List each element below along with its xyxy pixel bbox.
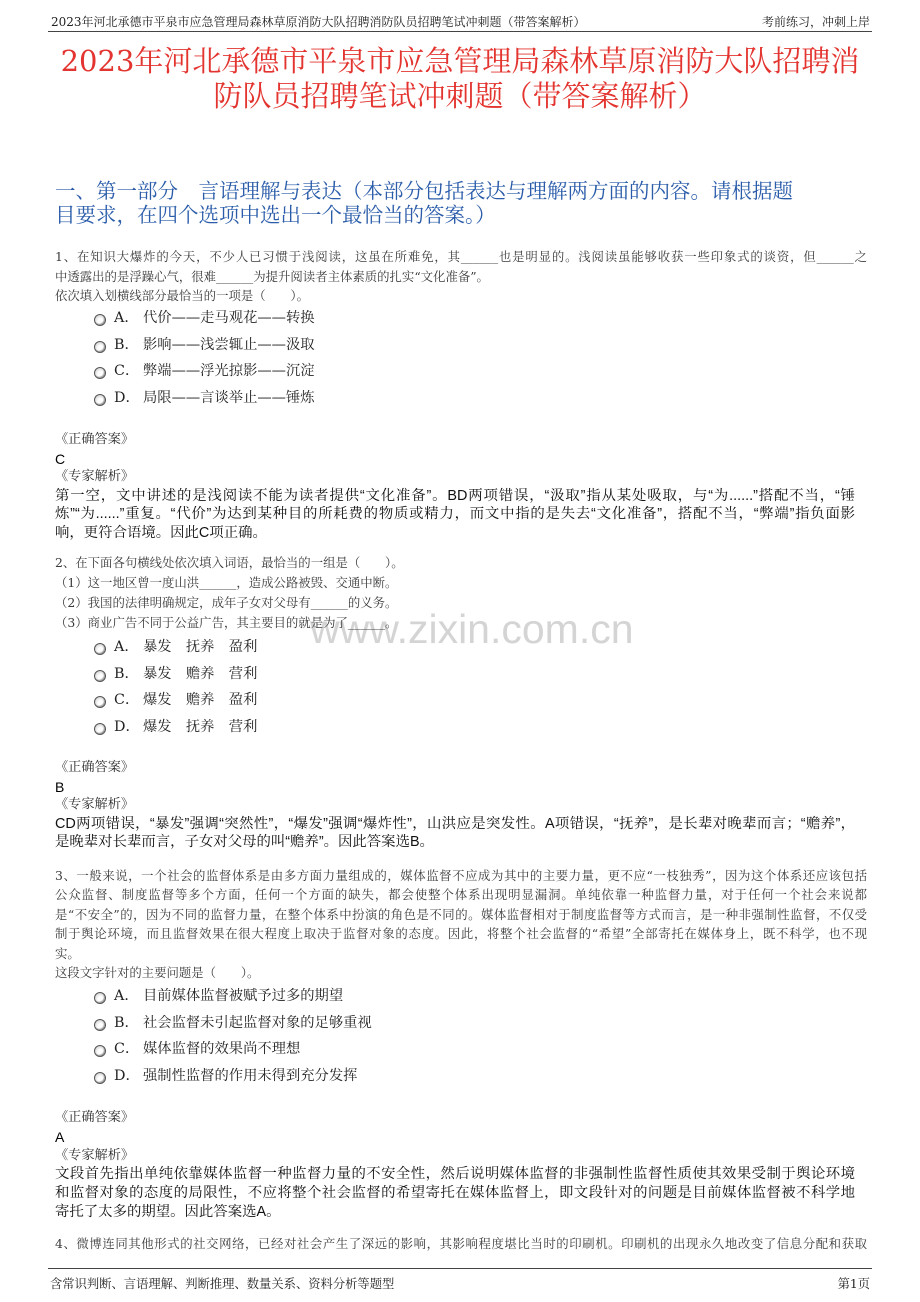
option-text: 目前媒体监督被赋予过多的期望 [143,988,344,1004]
question-2-answer-block [55,759,855,852]
option-text: 社会监督未引起监督对象的足够重视 [143,1014,372,1031]
question-4-stem [55,1234,867,1254]
radio-icon [94,992,106,1004]
option-item [94,634,694,661]
option-item [94,714,694,741]
header-document-title: 2023年河北承德市平泉市应急管理局森林草原消防大队招聘消防队员招聘笔试冲刺题（带答案解析） [51,15,586,29]
question-1-options [94,305,694,411]
option-letter: A． [114,988,139,1004]
radio-icon [94,367,106,379]
question-stem-line: 中透露出的是浮躁心气，很难______为提升阅读者主体素质的扎实“文化准备”。 [55,268,489,284]
radio-icon [94,670,106,682]
radio-icon [94,643,106,655]
option-text: 代价——走马观花——转换 [143,310,315,326]
answer-value: B [55,778,65,795]
option-text: 强制性监督的作用未得到充分发挥 [143,1067,358,1084]
answer-label: 《正确答案》 [55,1110,135,1125]
radio-icon [94,314,106,326]
question-3-stem [55,866,867,982]
footer-topics: 含常识判断、言语理解、判断推理、数量关系、资料分析等题型 [50,1277,395,1291]
page-title-line: 防队员招聘笔试冲刺题（带答案解析） [213,79,707,113]
option-letter: D． [114,1067,140,1084]
radio-icon [94,723,106,735]
option-item [94,661,694,688]
analysis-line: 寄托了太多的期望。因此答案选A。 [55,1203,281,1220]
answer-label: 《正确答案》 [55,760,135,775]
option-text: 暴发 赡养 营利 [143,665,258,682]
question-prompt-line: 依次填入划横线部分最恰当的一项是（ ）。 [55,288,310,303]
question-1-answer-block [55,431,855,543]
section-heading [55,179,865,227]
question-stem-line: 2、在下面各句横线处依次填入词语，最恰当的一组是（ ）。 [55,555,404,570]
option-item [94,332,694,359]
option-letter: B． [114,336,139,353]
option-text: 弊端——浮光掠影——沉淀 [143,363,315,379]
page-title [40,44,880,114]
answer-label: 《正确答案》 [55,432,135,447]
option-item [94,385,694,412]
analysis-line: CD两项错误，“暴发”强调“突然性”，“爆发”强调“爆炸性”，山洪应是突发性。A项错误，“抚养”，是长辈对晚辈而言；“赡养”， [55,815,855,832]
option-letter: C． [114,363,140,379]
radio-icon [94,696,106,708]
question-stem-line: 是“不安全”的，因为不同的监督力量，在整个体系中扮演的角色是不同的。媒体监督相对于制度监督等方式而言，是一种非强制性监督，不仅受 [55,906,867,922]
question-2-options [94,634,694,740]
option-letter: D． [114,389,140,406]
question-stem-line: 公众监督、制度监督等多个方面，任何一个方面的缺失，都会使整个体系出现明显漏洞。单纯依靠一种监督力量，对于任何一个社会来说都 [55,887,867,903]
analysis-line: 是晚辈对长辈而言，子女对父母的叫“赡养”。因此答案选B。 [55,834,434,850]
question-2-stem [55,553,867,633]
option-item [94,687,694,714]
question-stem-line: 1、在知识大爆炸的今天，不少人已习惯于浅阅读，这虽在所难免，其______也是明显的。浅阅读虽能够收获一些印象式的谈资，但______之 [55,249,867,264]
question-stem-line: 实。 [55,945,80,961]
option-letter: C． [114,1041,140,1057]
option-text: 爆发 赡养 盈利 [143,692,258,708]
option-item [94,983,694,1010]
option-letter: B． [114,665,139,682]
page-footer [48,1268,872,1293]
section-heading-line: 目要求，在四个选项中选出一个最恰当的答案。） [55,203,496,227]
option-text: 局限——言谈举止——锤炼 [143,389,315,406]
page-title-line: 2023年河北承德市平泉市应急管理局森林草原消防大队招聘消 [60,44,860,78]
radio-icon [94,1019,106,1031]
radio-icon [94,341,106,353]
analysis-line: 炼”“为......”重复。“代价”为达到某种目的所耗费的物质或精力，而文中指的是失去“文化准备”，搭配不当，“弊端”指负面影 [55,506,855,523]
option-letter: C． [114,692,140,708]
question-3-options [94,983,694,1089]
option-item [94,358,694,385]
question-stem-line: 制于舆论环境，而且监督效果在很大程度上取决于监督对象的态度。因此，将整个社会监督的“希望”全部寄托在媒体身上，既不科学，也不现 [55,926,867,942]
watermark: www.zixin.com.cn [310,606,634,652]
section-heading-line: 一、第一部分 言语理解与表达（本部分包括表达与理解两方面的内容。请根据题 [55,179,793,203]
question-sub-item: （1）这一地区曾一度山洪______，造成公路被毁、交通中断。 [55,575,398,590]
radio-icon [94,1072,106,1084]
footer-page-number: 第1页 [837,1277,870,1291]
radio-icon [94,1045,106,1057]
option-item [94,305,694,332]
question-3-answer-block [55,1109,855,1222]
option-item [94,1010,694,1037]
option-letter: A． [114,310,139,326]
analysis-line: 文段首先指出单纯依靠媒体监督一种监督力量的不安全性，然后说明媒体监督的非强制性监督性质使其效果受制于舆论环境 [55,1166,855,1183]
question-stem-line: 4、微博连同其他形式的社交网络，已经对社会产生了深远的影响，其影响程度堪比当时的印刷机。印刷机的出现永久地改变了信息分配和获取 [55,1236,867,1251]
analysis-line: 响，更符合语境。因此C项正确。 [55,524,267,541]
question-prompt-line: 这段文字针对的主要问题是（ ）。 [55,965,260,981]
option-text: 影响——浅尝辄止——汲取 [143,336,315,353]
radio-icon [94,394,106,406]
analysis-line: 第一空，文中讲述的是浅阅读不能为读者提供“文化准备”。BD两项错误，“汲取”指从某处吸取，与“为......”搭配不当，“锤 [55,487,855,504]
option-text: 爆发 抚养 营利 [143,718,258,735]
analysis-label: 《专家解析》 [55,1147,135,1163]
analysis-label: 《专家解析》 [55,469,135,485]
running-header [48,11,872,32]
option-letter: B． [114,1014,139,1031]
header-slogan: 考前练习，冲刺上岸 [761,15,870,29]
answer-value: C [55,450,66,467]
option-letter: D． [114,718,140,735]
answer-value: A [55,1128,65,1145]
option-text: 媒体监督的效果尚不理想 [143,1041,301,1057]
option-letter: A． [114,639,139,655]
analysis-line: 和监督对象的态度的局限性，不应将整个社会监督的希望寄托在媒体监督上，即文段针对的问题是目前媒体监督被不科学地 [55,1185,855,1202]
question-1-stem [55,247,867,306]
option-item [94,1036,694,1063]
question-sub-item: （3）商业广告不同于公益广告，其主要目的就是为了______。 [55,615,398,630]
option-text: 暴发 抚养 盈利 [143,639,258,655]
analysis-label: 《专家解析》 [55,797,135,812]
option-item [94,1063,694,1090]
question-stem-line: 3、一般来说，一个社会的监督体系是由多方面力量组成的，媒体监督不应成为其中的主要力量，更不应“一枝独秀”，因为这个体系还应该包括 [55,868,867,883]
question-sub-item: （2）我国的法律明确规定，成年子女对父母有______的义务。 [55,595,398,610]
